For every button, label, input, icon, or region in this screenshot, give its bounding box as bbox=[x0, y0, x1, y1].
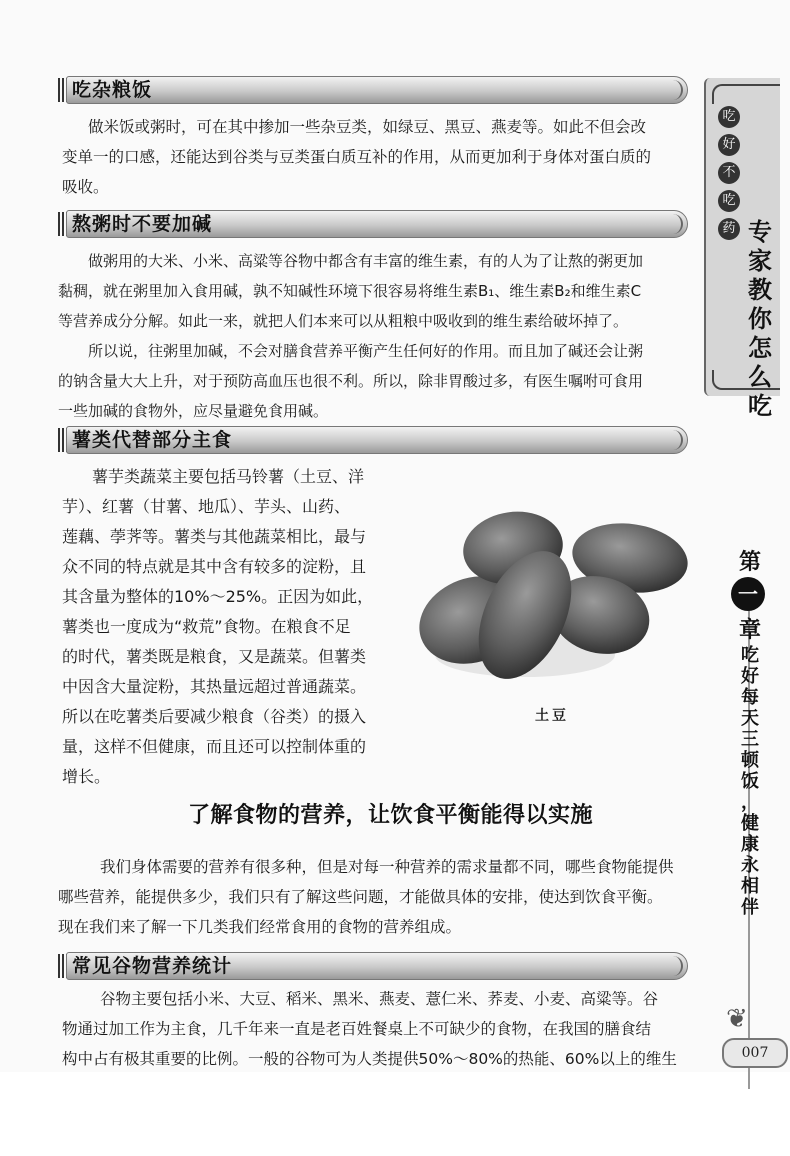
chapter-number: 一 bbox=[731, 577, 765, 611]
text-line: 一些加碱的食物外，应尽量避免食用碱。 bbox=[58, 402, 329, 420]
section-4-body bbox=[62, 984, 677, 1074]
chapter-char: 吃 bbox=[741, 645, 759, 666]
bottom-margin bbox=[0, 1072, 790, 1156]
chapter-char: 永 bbox=[741, 855, 759, 876]
text-line: 薯类也一度成为“救荒”食物。在粮食不足 bbox=[62, 617, 351, 636]
chapter-char: 康 bbox=[741, 834, 759, 855]
section-title: 常见谷物营养统计 bbox=[72, 955, 233, 977]
series-sidebar bbox=[704, 78, 780, 420]
text-line: 莲藕、荸荠等。薯类与其他蔬菜相比，最与 bbox=[62, 527, 367, 546]
decorative-swirl-icon: ❦ bbox=[726, 1004, 748, 1034]
section-header-mixed-grains bbox=[58, 76, 688, 104]
text-line: 吸收。 bbox=[62, 178, 109, 196]
chapter-char: ， bbox=[741, 792, 759, 813]
section-header-grain-stats bbox=[58, 952, 688, 980]
chapter-char: 天 bbox=[741, 708, 759, 729]
series-char: 吃 bbox=[748, 392, 772, 420]
text-line: 构中占有极其重要的比例。一般的谷物可为人类提供50%～80%的热能、60%以上的维生 bbox=[62, 1050, 677, 1068]
section-header-tubers bbox=[58, 426, 688, 454]
text-line: 增长。 bbox=[62, 767, 111, 786]
text-line: 所以在吃薯类后要减少粮食（谷类）的摄入 bbox=[62, 707, 367, 726]
series-char: 怎 bbox=[748, 334, 772, 362]
chapter-char: 三 bbox=[741, 729, 759, 750]
text-line: 量，这样不但健康，而且还可以控制体重的 bbox=[62, 737, 367, 756]
text-line: 物通过加工作为主食，几千年来一直是老百姓餐桌上不可缺少的食物，在我国的膳食结 bbox=[62, 1020, 652, 1038]
chapter-char: 每 bbox=[741, 687, 759, 708]
text-line: 现在我们来了解一下几类我们经常食用的食物的营养组成。 bbox=[58, 918, 462, 936]
chapter-prefix: 第 bbox=[738, 550, 761, 575]
text-line: 其含量为整体的10%～25%。正因为如此， bbox=[62, 587, 374, 606]
text-line: 做米饭或粥时，可在其中掺加一些杂豆类，如绿豆、黑豆、燕麦等。如此不但会改 bbox=[88, 118, 647, 136]
circle-char: 药 bbox=[718, 218, 740, 240]
text-line: 薯芋类蔬菜主要包括马铃薯（土豆、洋 bbox=[92, 467, 365, 486]
series-char: 么 bbox=[748, 363, 772, 391]
section-2-body bbox=[58, 246, 643, 426]
chapter-char: 顿 bbox=[741, 750, 759, 771]
circle-char: 吃 bbox=[718, 190, 740, 212]
circle-char: 吃 bbox=[718, 106, 740, 128]
text-line: 的钠含量大大上升，对于预防高血压也很不利。所以，除非胃酸过多，有医生嘱咐可食用 bbox=[58, 372, 644, 390]
photo-caption: 土豆 bbox=[535, 708, 569, 724]
page-heading: 了解食物的营养，让饮食平衡能得以实施 bbox=[188, 803, 594, 828]
chapter-char: 伴 bbox=[741, 897, 759, 918]
section-1-body bbox=[62, 112, 651, 202]
chapter-char: 相 bbox=[741, 876, 759, 897]
series-title-vertical bbox=[746, 218, 774, 421]
text-line: 黏稠，就在粥里加入食用碱，孰不知碱性环境下很容易将维生素B₁、维生素B₂和维生素C bbox=[58, 282, 642, 300]
circle-char: 不 bbox=[718, 162, 740, 184]
chapter-suffix: 章 bbox=[738, 618, 761, 643]
section-title: 薯类代替部分主食 bbox=[72, 429, 233, 451]
page-number: 007 bbox=[722, 1038, 788, 1068]
text-line: 我们身体需要的营养有很多种，但是对每一种营养的需求量都不同，哪些食物能提供 bbox=[100, 858, 674, 876]
chapter-char: 饭 bbox=[741, 771, 759, 792]
text-line: 谷物主要包括小米、大豆、稻米、黑米、燕麦、薏仁米、荞麦、小麦、高粱等。谷 bbox=[100, 990, 659, 1008]
section-3-body bbox=[62, 462, 373, 792]
series-char: 专 bbox=[748, 218, 772, 246]
circle-char: 好 bbox=[718, 134, 740, 156]
series-char: 教 bbox=[748, 276, 772, 304]
text-line: 哪些营养，能提供多少，我们只有了解这些问题，才能做具体的安排，使达到饮食平衡。 bbox=[58, 888, 663, 906]
text-line: 等营养成分分解。如此一来，就把人们本来可以从粗粮中吸收到的维生素给破坏掉了。 bbox=[58, 312, 629, 330]
section-title: 吃杂粮饭 bbox=[72, 79, 153, 101]
chapter-char: 好 bbox=[741, 666, 759, 687]
text-line: 芋）、红薯（甘薯、地瓜）、芋头、山药、 bbox=[62, 497, 351, 516]
chapter-title-vertical bbox=[736, 645, 764, 918]
text-line: 的时代，薯类既是粮食，又是蔬菜。但薯类 bbox=[62, 647, 367, 666]
section-header-no-alkali bbox=[58, 210, 688, 238]
chapter-char: 健 bbox=[741, 813, 759, 834]
potatoes-photo bbox=[405, 500, 695, 700]
text-line: 变单一的口感，还能达到谷类与豆类蛋白质互补的作用，从而更加利于身体对蛋白质的 bbox=[62, 148, 652, 166]
text-line: 中因含大量淀粉，其热量远超过普通蔬菜。 bbox=[62, 677, 367, 696]
sidebar-corner-top bbox=[712, 84, 780, 104]
header-band bbox=[66, 76, 688, 104]
text-line: 众不同的特点就是其中含有较多的淀粉，且 bbox=[62, 557, 367, 576]
series-char: 你 bbox=[748, 305, 772, 333]
intro-body bbox=[58, 852, 674, 942]
text-line: 做粥用的大米、小米、高粱等谷物中都含有丰富的维生素，有的人为了让熬的粥更加 bbox=[88, 252, 644, 270]
series-char: 家 bbox=[748, 247, 772, 275]
section-title: 熬粥时不要加碱 bbox=[72, 213, 213, 235]
text-line: 所以说，往粥里加碱，不会对膳食营养平衡产生任何好的作用。而且加了碱还会让粥 bbox=[88, 342, 644, 360]
